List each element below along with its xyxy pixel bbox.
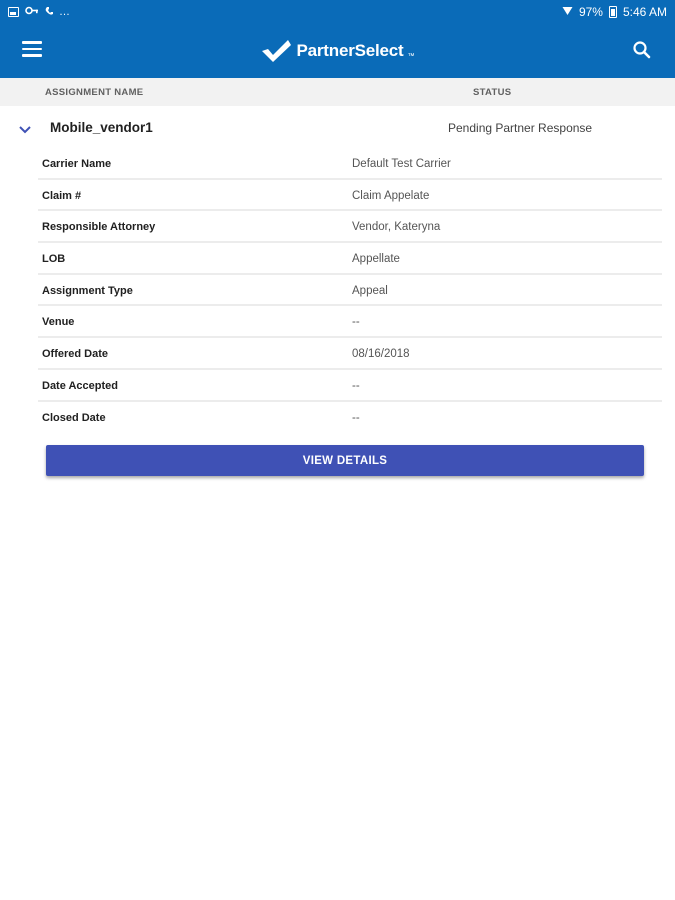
detail-label: Carrier Name xyxy=(42,158,112,170)
detail-value: Appellate xyxy=(352,253,400,266)
detail-label: Offered Date xyxy=(42,348,109,361)
detail-label: Date Accepted xyxy=(42,379,119,392)
search-button[interactable] xyxy=(631,39,653,61)
detail-value: -- xyxy=(352,411,360,424)
app-bar xyxy=(0,24,675,78)
wifi-icon xyxy=(562,5,573,19)
detail-row-lob xyxy=(38,243,662,275)
status-bar-left xyxy=(8,6,70,19)
detail-row-date-accepted xyxy=(38,370,662,402)
detail-row-claim-number xyxy=(38,180,662,212)
trademark: ™ xyxy=(407,53,415,60)
column-header-status: STATUS xyxy=(473,87,512,98)
checkmark-logo-icon xyxy=(260,39,292,63)
more-notifications: … xyxy=(59,5,70,18)
detail-value: 08/16/2018 xyxy=(352,348,410,361)
battery-icon xyxy=(609,6,617,18)
menu-icon-bar xyxy=(22,54,42,57)
view-details-button[interactable]: VIEW DETAILS xyxy=(46,445,644,476)
column-header-assignment-name: ASSIGNMENT NAME xyxy=(45,87,144,98)
menu-icon xyxy=(22,41,42,44)
assignment-details xyxy=(38,148,662,433)
brand-name: PartnerSelect xyxy=(296,41,404,60)
image-icon xyxy=(8,7,19,17)
assignment-name: Mobile_vendor1 xyxy=(50,120,153,135)
key-icon xyxy=(25,6,39,18)
detail-value: Claim Appelate xyxy=(352,189,430,202)
detail-value: Default Test Carrier xyxy=(352,158,451,170)
detail-label: Responsible Attorney xyxy=(42,221,156,234)
table-header xyxy=(0,78,675,106)
detail-value: -- xyxy=(352,316,360,329)
detail-row-assignment-type xyxy=(38,275,662,307)
detail-label: Claim # xyxy=(42,189,82,202)
status-bar xyxy=(0,0,675,24)
menu-icon-bar xyxy=(22,48,42,51)
detail-row-carrier-name xyxy=(38,148,662,180)
status-bar-right xyxy=(562,5,667,19)
phone-icon xyxy=(45,6,53,19)
battery-percent: 97% xyxy=(578,5,603,19)
detail-row-closed-date xyxy=(38,402,662,434)
assignment-row[interactable] xyxy=(0,106,675,150)
clock: 5:46 AM xyxy=(622,5,667,19)
detail-row-offered-date xyxy=(38,338,662,370)
detail-value: -- xyxy=(352,379,360,392)
detail-label: Closed Date xyxy=(42,411,106,424)
detail-label: Venue xyxy=(42,316,75,329)
search-icon xyxy=(631,39,653,61)
detail-value: Appeal xyxy=(352,284,388,297)
detail-row-responsible-attorney xyxy=(38,211,662,243)
detail-label: Assignment Type xyxy=(42,284,133,297)
detail-value: Vendor, Kateryna xyxy=(352,221,441,234)
chevron-down-icon[interactable] xyxy=(18,122,32,132)
detail-row-venue xyxy=(38,306,662,338)
detail-label: LOB xyxy=(42,253,66,266)
app-logo xyxy=(260,39,414,63)
menu-button[interactable] xyxy=(22,41,42,57)
assignment-status: Pending Partner Response xyxy=(448,121,593,135)
